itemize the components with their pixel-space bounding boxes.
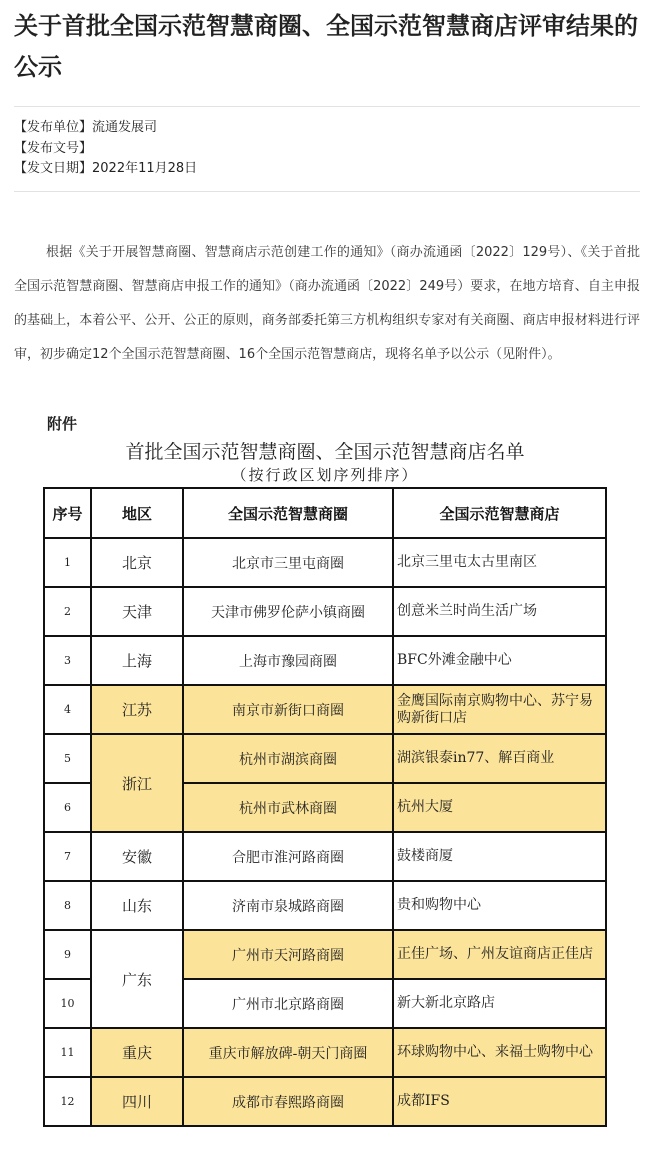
body-paragraph: 根据《关于开展智慧商圈、智慧商店示范创建工作的通知》（商办流通函〔2022〕129号）、《关于首批全国示范智慧商圈、智慧商店申报工作的通知》（商办流通函〔2022〕249号）要求，在地方培育、自主申报的基础上，本着公平、公开、公正的原则，商务部委托第三方机构组织专家对有关商圈、商店申报材料进行评审，初步确定12个全国示范智慧商圈、16个全国示范智慧商店，现将名单予以公示（见附件）。 [14,245,640,362]
cell-store: 贵和购物中心 [393,881,606,930]
meta-doc-number [14,139,197,160]
cell-no: 12 [44,1077,91,1126]
meta-publisher-label: 【发布单位】 [14,120,93,135]
cell-store: 环球购物中心、来福士购物中心 [393,1028,606,1077]
cell-district: 南京市新街口商圈 [183,685,393,734]
header-store: 全国示范智慧商店 [393,488,606,538]
cell-no: 10 [44,979,91,1028]
meta-doc-number-label: 【发布文号】 [14,140,93,156]
cell-store: 新大新北京路店 [393,979,606,1028]
meta-publisher-value: 流通发展司 [92,120,158,135]
header-district: 全国示范智慧商圈 [183,488,393,538]
cell-district: 重庆市解放碑-朝天门商圈 [183,1028,393,1077]
cell-district: 上海市豫园商圈 [183,636,393,685]
cell-district: 济南市泉城路商圈 [183,881,393,930]
cell-no: 8 [44,881,91,930]
cell-no: 5 [44,734,91,783]
meta-divider [14,191,640,192]
cell-store: 鼓楼商厦 [393,832,606,881]
document-meta [14,118,197,180]
meta-date-value: 2022年11月28日 [92,161,198,176]
page-title: 关于首批全国示范智慧商圈、全国示范智慧商店评审结果的公示 [14,12,638,81]
cell-store: BFC外滩金融中心 [393,636,606,685]
cell-district: 杭州市武林商圈 [183,783,393,832]
cell-region: 四川 [91,1077,183,1126]
table-row [44,881,606,930]
table-header-row [44,488,606,538]
awards-table [43,487,607,1127]
cell-region: 广东 [91,930,183,1028]
cell-no: 1 [44,538,91,587]
cell-no: 6 [44,783,91,832]
cell-district: 杭州市湖滨商圈 [183,734,393,783]
cell-no: 7 [44,832,91,881]
table-row [44,734,606,783]
cell-store: 湖滨银泰in77、解百商业 [393,734,606,783]
header-region: 地区 [91,488,183,538]
cell-region: 浙江 [91,734,183,832]
cell-region: 江苏 [91,685,183,734]
cell-district: 合肥市淮河路商圈 [183,832,393,881]
title-divider [14,106,640,107]
cell-district: 北京市三里屯商圈 [183,538,393,587]
cell-store: 金鹰国际南京购物中心、苏宁易购新街口店 [393,685,606,734]
cell-no: 4 [44,685,91,734]
cell-region: 北京 [91,538,183,587]
attachment-label: 附件 [47,415,78,433]
cell-store: 成都IFS [393,1077,606,1126]
table-row [44,587,606,636]
cell-region: 山东 [91,881,183,930]
list-title: 首批全国示范智慧商圈、全国示范智慧商店名单 [125,441,525,463]
table-row [44,538,606,587]
table-row [44,930,606,979]
announcement-body [14,236,640,372]
cell-no: 2 [44,587,91,636]
cell-store: 创意米兰时尚生活广场 [393,587,606,636]
cell-district: 天津市佛罗伦萨小镇商圈 [183,587,393,636]
cell-no: 3 [44,636,91,685]
cell-region: 重庆 [91,1028,183,1077]
cell-store: 北京三里屯太古里南区 [393,538,606,587]
header-no: 序号 [44,488,91,538]
cell-district: 成都市春熙路商圈 [183,1077,393,1126]
cell-store: 正佳广场、广州友谊商店正佳店 [393,930,606,979]
table-row [44,685,606,734]
cell-region: 天津 [91,587,183,636]
cell-no: 11 [44,1028,91,1077]
cell-region: 上海 [91,636,183,685]
table-row [44,1077,606,1126]
table-row [44,832,606,881]
list-subtitle: （按行政区划序列排序） [231,466,419,484]
cell-district: 广州市天河路商圈 [183,930,393,979]
meta-publisher [14,118,197,139]
cell-store: 杭州大厦 [393,783,606,832]
meta-date-label: 【发文日期】 [14,161,93,176]
meta-date [14,159,197,180]
cell-district: 广州市北京路商圈 [183,979,393,1028]
cell-no: 9 [44,930,91,979]
table-row [44,1028,606,1077]
table-row [44,636,606,685]
cell-region: 安徽 [91,832,183,881]
